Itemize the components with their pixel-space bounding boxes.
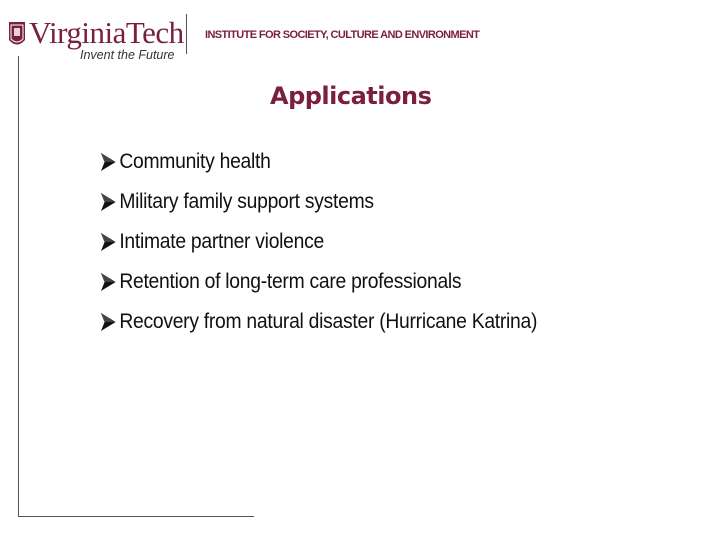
list-item [100, 262, 537, 302]
arrow-bullet-icon [100, 232, 117, 252]
left-rule [18, 56, 19, 516]
page-title: Applications [270, 82, 432, 110]
list-item [100, 302, 537, 342]
arrow-bullet-icon [100, 152, 117, 172]
logo-tagline: Invent the Future [80, 48, 175, 62]
arrow-bullet-icon [100, 192, 117, 212]
list-item-label: Community health [119, 150, 271, 173]
list-item-label: Military family support systems [119, 190, 374, 213]
list-item-label: Retention of long-term care professionals [119, 270, 462, 293]
logo-wordmark: VirginiaTech [29, 15, 184, 50]
bottom-rule [18, 516, 254, 517]
arrow-bullet-icon [100, 312, 117, 332]
virginia-tech-logo [4, 16, 184, 60]
list-item [100, 222, 537, 262]
list-item-label: Recovery from natural disaster (Hurricane Katrina) [119, 310, 538, 333]
list-item [100, 182, 537, 222]
vt-seal-icon [7, 20, 27, 50]
header-divider [186, 14, 187, 54]
list-item [100, 142, 537, 182]
bullet-list [100, 142, 575, 342]
arrow-bullet-icon [100, 272, 117, 292]
list-item-label: Intimate partner violence [119, 230, 324, 253]
institute-title: INSTITUTE FOR SOCIETY, CULTURE AND ENVIRONMENT [205, 29, 480, 41]
